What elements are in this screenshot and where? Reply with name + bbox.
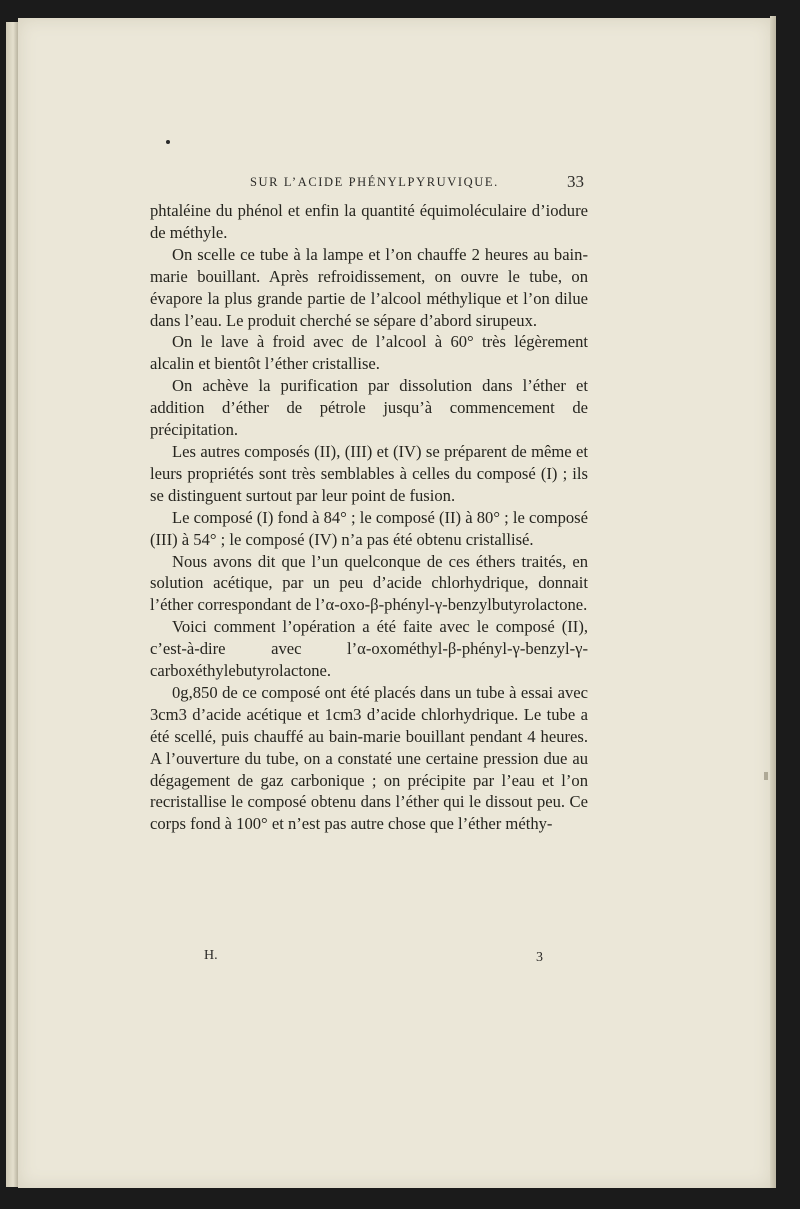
page-stack-edge (770, 16, 776, 1188)
previous-page-edge (6, 22, 18, 1187)
paragraph: On scelle ce tube à la lampe et l’on chauffe 2 heures au bain-marie bouillant. Après refroidissement, on ouvre le tube, on évapore la plus grande partie de l’alcool méthylique et l’on dilue dans l’eau. Le produit cherché se sépare d’abord sirupeux. (150, 244, 588, 330)
paragraph: On le lave à froid avec de l’alcool à 60° très légèrement alcalin et bientôt l’éther cristallise. (150, 332, 588, 374)
signature-number: 3 (536, 950, 543, 965)
paragraph: Les autres composés (II), (III) et (IV) se préparent de même et leurs propriétés sont très semblables à celles du composé (I) ; ils se distinguent surtout par leur point de fusion. (150, 441, 588, 505)
paragraph: Voici comment l’opération a été faite avec le composé (II), c’est-à-dire avec l’α-oxométhyl-β-phényl-γ-benzyl-γ-carboxéthylebutyrolactone. (150, 617, 588, 681)
body-text (150, 200, 588, 835)
paragraph: phtaléine du phénol et enfin la quantité équimoléculaire d’iodure de méthyle. (150, 201, 588, 242)
running-head: SUR L’ACIDE PHÉNYLPYRUVIQUE. (250, 175, 499, 189)
paragraph: Nous avons dit que l’un quelconque de ces éthers traités, en solution acétique, par un peu d’acide chlorhydrique, donnait l’éther correspondant de l’α-oxo-β-phényl-γ-benzylbutyrolactone. (150, 551, 588, 615)
signature-mark: H. (204, 948, 218, 963)
paragraph: 0g,850 de ce composé ont été placés dans un tube à essai avec 3cm3 d’acide acétique et 1cm3 d’acide chlorhydrique. Le tube a été scellé, puis chauffé au bain-marie bouillant pendant 4 heures. A l’ouverture du tube, on a constaté une certaine pression due au dégagement de gaz carbonique ; on précipite par l’eau et l’on recristallise le composé obtenu dans l’éther qui le dissout peu. Ce corps fond à 100° et n’est pas autre chose que l’éther méthy- (150, 682, 588, 834)
paragraph: On achève la purification par dissolution dans l’éther et addition d’éther de pétrole jusqu’à commencement de précipitation. (150, 376, 588, 440)
paper-speck (764, 772, 768, 780)
paragraph: Le composé (I) fond à 84° ; le composé (II) à 80° ; le composé (III) à 54° ; le composé (IV) n’a pas été obtenu cristallisé. (150, 507, 588, 549)
page-number: 33 (567, 172, 584, 191)
ink-dot (166, 140, 170, 144)
